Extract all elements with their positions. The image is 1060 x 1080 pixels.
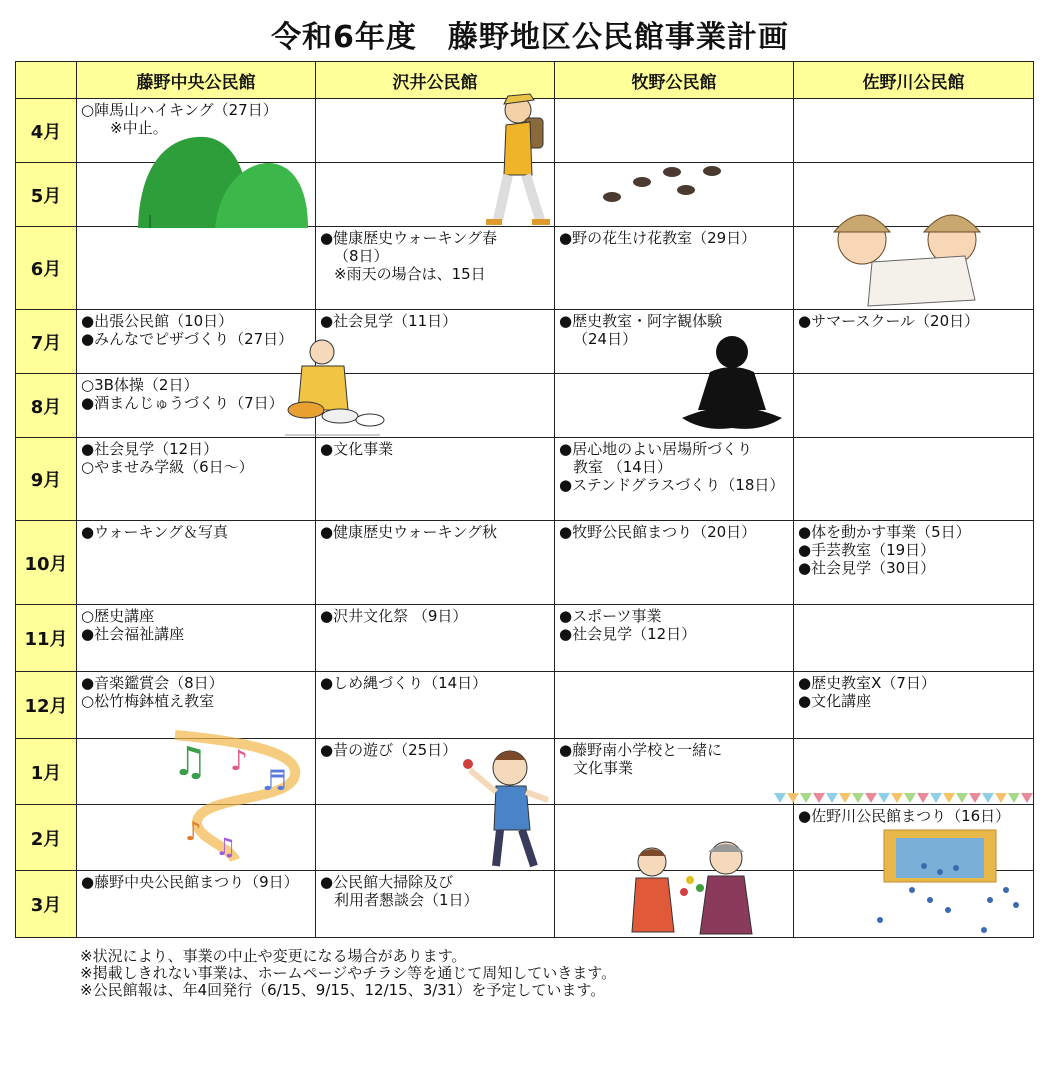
bunting-flag [865, 793, 877, 803]
event-line: ※中止。 [95, 119, 168, 137]
bunting-flag [878, 793, 890, 803]
event-line: ●体を動かす事業（5日） [798, 523, 971, 541]
event-line: （24日） [573, 330, 638, 348]
event-line: 教室 （14日） [573, 458, 672, 476]
month-label: 7月 [16, 310, 77, 374]
bunting-flag [800, 793, 812, 803]
bunting-flag [1008, 793, 1020, 803]
month-label: 4月 [16, 99, 77, 163]
music-notes-icon [172, 735, 295, 861]
page-title: 令和6年度 藤野地区公民館事業計画 [271, 20, 789, 55]
bunting-flag [891, 793, 903, 803]
bunting-flag [956, 793, 968, 803]
month-label: 3月 [16, 871, 77, 938]
bunting-flag [839, 793, 851, 803]
bunting-flag [1021, 793, 1033, 803]
notes [80, 948, 616, 999]
svg-text:♬: ♬ [262, 764, 288, 797]
event-line: ●スポーツ事業 [559, 607, 662, 625]
event-line: ●居心地のよい居場所づくり [559, 440, 753, 458]
hiker-icon [486, 94, 550, 222]
boy-with-kendama-icon [463, 751, 548, 866]
event-line: ●社会見学（12日） [559, 625, 697, 643]
svg-text:♪: ♪ [185, 817, 202, 847]
bunting-flag [943, 793, 955, 803]
event-line: ●社会見学（11日） [320, 312, 458, 330]
event-line: ●藤野中央公民館まつり（9日） [81, 873, 299, 891]
event-line: ●音楽鑑賞会（8日） [81, 674, 224, 692]
bunting-flag [969, 793, 981, 803]
event-line: ●歴史教室Ⅹ（7日） [798, 674, 936, 692]
mountain-icon [138, 137, 308, 228]
event-line: 文化事業 [573, 759, 634, 777]
bunting-flag [787, 793, 799, 803]
meditating-silhouette-icon [682, 336, 782, 429]
bunting-flag [917, 793, 929, 803]
svg-text:♪: ♪ [230, 744, 248, 777]
month-label: 10月 [16, 521, 77, 605]
event-line: ●公民館大掃除及び [320, 873, 454, 891]
grandmother-and-child-icon [632, 842, 752, 934]
note-line: ※公民館報は、年4回発行（6/15、9/15、12/15、3/31）を予定しています。 [80, 981, 606, 999]
footprints-icon [603, 166, 721, 202]
children-with-map-icon [834, 215, 980, 306]
event-line: （8日） [334, 247, 389, 265]
event-line: ○陣馬山ハイキング（27日） [81, 101, 278, 119]
event-line: ○松竹梅鉢植え教室 [81, 692, 215, 710]
column-header: 牧野公民館 [555, 62, 794, 99]
column-header: 沢井公民館 [316, 62, 555, 99]
month-label: 8月 [16, 374, 77, 438]
bunting-flag [904, 793, 916, 803]
event-line: ●佐野川公民館まつり（16日） [798, 807, 1011, 825]
event-line: ●ステンドグラスづくり（18日） [559, 476, 785, 494]
event-line: ●文化講座 [798, 692, 872, 710]
event-line: ○やませみ学級（6日～） [81, 458, 254, 476]
event-line: ●酒まんじゅうづくり（7日） [81, 394, 284, 412]
bunting-flag [826, 793, 838, 803]
event-line: ●野の花生け花教室（29日） [559, 229, 757, 247]
bunting-flag [852, 793, 864, 803]
event-line: ●健康歴史ウォーキング春 [320, 229, 498, 247]
event-line: ●健康歴史ウォーキング秋 [320, 523, 498, 541]
month-label: 5月 [16, 163, 77, 227]
event-line: ●文化事業 [320, 440, 394, 458]
month-label: 12月 [16, 672, 77, 739]
bunting-flag [982, 793, 994, 803]
note-line: ※掲載しきれない事業は、ホームページやチラシ等を通じて周知していきます。 [80, 964, 617, 982]
svg-text:♫: ♫ [172, 739, 208, 785]
event-line: 利用者懇談会（1日） [334, 891, 479, 909]
month-label: 6月 [16, 227, 77, 310]
month-label: 1月 [16, 739, 77, 805]
event-line: ●サマースクール（20日） [798, 312, 980, 330]
column-header: 佐野川公民館 [794, 62, 1034, 99]
month-label: 9月 [16, 438, 77, 521]
event-line: ●ウォーキング＆写真 [81, 523, 229, 541]
event-line: ●社会見学（30日） [798, 559, 936, 577]
event-line: ●しめ縄づくり（14日） [320, 674, 488, 692]
event-line: ※雨天の場合は、15日 [334, 265, 486, 283]
month-label: 11月 [16, 605, 77, 672]
event-line: ●手芸教室（19日） [798, 541, 936, 559]
event-line: ●沢井文化祭 （9日） [320, 607, 468, 625]
event-line: ●社会福祉講座 [81, 625, 185, 643]
event-line: ●社会見学（12日） [81, 440, 219, 458]
bunting-flag [774, 793, 786, 803]
bunting-flag [995, 793, 1007, 803]
cook-icon [285, 340, 384, 435]
event-line: ●歴史教室・阿字観体験 [559, 312, 723, 330]
event-line: ●牧野公民館まつり（20日） [559, 523, 757, 541]
event-line: ○歴史講座 [81, 607, 155, 625]
event-line: ●藤野南小学校と一緒に [559, 741, 723, 759]
column-header: 藤野中央公民館 [77, 62, 316, 99]
event-line: ○3B体操（2日） [81, 376, 199, 394]
bunting-flags-icon [774, 793, 1033, 803]
festival-crowd-icon [877, 830, 1019, 933]
event-line: ●みんなでピザづくり（27日） [81, 330, 294, 348]
event-line: ●出張公民館（10日） [81, 312, 234, 330]
bunting-flag [813, 793, 825, 803]
event-line: ●昔の遊び（25日） [320, 741, 458, 759]
svg-text:♫: ♫ [215, 833, 237, 861]
month-label: 2月 [16, 805, 77, 871]
note-line: ※状況により、事業の中止や変更になる場合があります。 [80, 947, 467, 965]
bunting-flag [930, 793, 942, 803]
